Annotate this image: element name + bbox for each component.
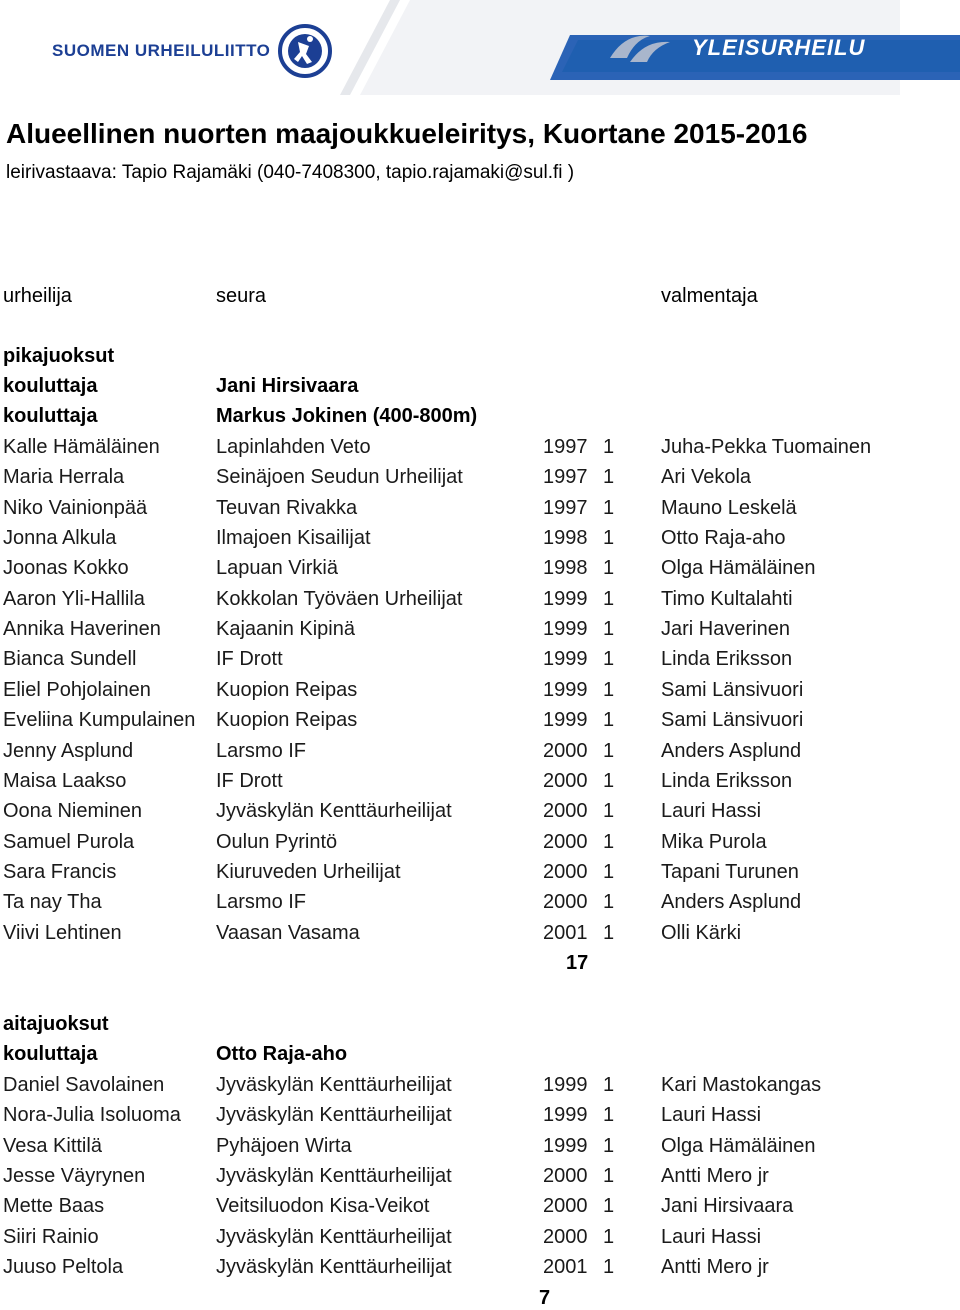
coach-name: Kari Mastokangas: [661, 1074, 822, 1096]
table-row: [0, 614, 960, 644]
table-row: [0, 766, 960, 796]
athlete-name: Daniel Savolainen: [3, 1074, 165, 1096]
coach-name: Sami Länsivuori: [661, 709, 804, 732]
birth-year: 1999: [543, 648, 588, 671]
page-title: Alueellinen nuorten maajoukkueleiritys, Kuortane 2015-2016: [6, 118, 808, 149]
coach-name: Sami Länsivuori: [661, 678, 804, 701]
athlete-name: Annika Haverinen: [3, 618, 161, 641]
count-value: 1: [603, 496, 615, 519]
club-name: Oulun Pyrintö: [216, 830, 338, 853]
yleisurheilu-swoosh-icon: [605, 28, 675, 68]
athlete-name: Jesse Väyrynen: [3, 1165, 146, 1188]
birth-year: 2000: [543, 1225, 588, 1248]
count-value: 1: [603, 1225, 615, 1248]
table-row: [0, 1131, 960, 1161]
coach-name: Linda Eriksson: [661, 769, 793, 792]
count-value: 1: [603, 1134, 615, 1157]
count-value: 1: [603, 557, 615, 580]
club-name: Vaasan Vasama: [216, 921, 360, 944]
athlete-name: Vesa Kittilä: [3, 1134, 102, 1157]
athlete-name: Juuso Peltola: [3, 1256, 124, 1279]
birth-year: 1999: [543, 618, 588, 641]
count-value: 1: [603, 739, 615, 762]
club-name: Lapuan Virkiä: [216, 557, 338, 580]
club-name: Jyväskylän Kenttäurheilijat: [216, 1225, 452, 1248]
count-value: 1: [603, 436, 615, 458]
count-value: 1: [603, 1104, 615, 1127]
coach-name: Olli Kärki: [661, 921, 742, 944]
coach-name: Juha-Pekka Tuomainen: [661, 436, 872, 458]
club-name: Kuopion Reipas: [216, 709, 358, 732]
athlete-name: Mette Baas: [3, 1195, 105, 1218]
count-value: 1: [603, 648, 615, 671]
table-row: [0, 1070, 960, 1100]
athlete-name: Siiri Rainio: [3, 1225, 99, 1248]
count-value: 1: [603, 1165, 615, 1188]
athlete-name: Oona Nieminen: [3, 800, 142, 823]
club-name: Larsmo IF: [216, 891, 307, 914]
count-value: 1: [603, 921, 615, 944]
club-name: Lapinlahden Veto: [216, 436, 371, 458]
table-row: [0, 432, 960, 462]
table-row: [0, 705, 960, 735]
birth-year: 2000: [543, 1195, 588, 1218]
table-row: [0, 857, 960, 887]
birth-year: 1998: [543, 527, 588, 550]
birth-year: 2000: [543, 739, 588, 762]
trainer-row: kouluttaja Markus Jokinen (400-800m): [3, 405, 478, 427]
column-athlete: urheilija: [3, 285, 72, 307]
club-name: Pyhäjoen Wirta: [216, 1134, 352, 1157]
athlete-name: Viivi Lehtinen: [3, 921, 122, 944]
birth-year: 1997: [543, 466, 588, 489]
club-name: Larsmo IF: [216, 739, 307, 762]
table-row: [0, 1191, 960, 1221]
count-value: 1: [603, 678, 615, 701]
coach-name: Linda Eriksson: [661, 648, 793, 671]
coach-name: Jari Haverinen: [661, 618, 790, 641]
coach-name: Olga Hämäläinen: [661, 557, 816, 580]
birth-year: 1999: [543, 678, 588, 701]
birth-year: 2000: [543, 891, 588, 914]
coach-name: Anders Asplund: [661, 891, 802, 914]
table-row: [0, 523, 960, 553]
club-name: Teuvan Rivakka: [216, 496, 358, 519]
table-row: [0, 1100, 960, 1130]
birth-year: 1999: [543, 709, 588, 732]
athlete-name: Ta nay Tha: [3, 891, 102, 914]
suomen-urheiluliitto-logo: [52, 22, 334, 80]
birth-year: 1999: [543, 1134, 588, 1157]
athlete-name: Maria Herrala: [3, 466, 125, 489]
athlete-name: Nora-Julia Isoluoma: [3, 1104, 181, 1127]
club-name: Seinäjoen Seudun Urheilijat: [216, 466, 463, 489]
trainer-row: kouluttaja Otto Raja-aho: [3, 1043, 348, 1065]
club-name: IF Drott: [216, 769, 283, 792]
coach-name: Timo Kultalahti: [661, 587, 793, 610]
birth-year: 2001: [543, 1256, 588, 1279]
table-row: [0, 827, 960, 857]
birth-year: 2000: [543, 800, 588, 823]
birth-year: 1998: [543, 557, 588, 580]
coach-name: Mauno Leskelä: [661, 496, 797, 519]
yleisurheilu-wordmark: YLEISURHEILU: [692, 35, 866, 60]
count-value: 1: [603, 466, 615, 489]
table-row: [0, 736, 960, 766]
section-total: 17: [566, 952, 589, 974]
athlete-name: Bianca Sundell: [3, 648, 137, 671]
athlete-name: Kalle Hämäläinen: [3, 436, 160, 458]
birth-year: 1999: [543, 587, 588, 610]
coach-name: Lauri Hassi: [661, 1104, 762, 1127]
club-name: Jyväskylän Kenttäurheilijat: [216, 1074, 452, 1096]
section-total: 7: [539, 1287, 551, 1309]
table-row: [0, 918, 960, 948]
table-row: [0, 644, 960, 674]
coach-name: Tapani Turunen: [661, 860, 799, 883]
club-name: Jyväskylän Kenttäurheilijat: [216, 1104, 452, 1127]
birth-year: 2000: [543, 1165, 588, 1188]
table-row: [0, 493, 960, 523]
table-row: [0, 887, 960, 917]
trainer-row: kouluttaja Jani Hirsivaara: [3, 375, 359, 397]
section-heading: pikajuoksut: [3, 345, 115, 367]
club-name: Kajaanin Kipinä: [216, 618, 355, 641]
count-value: 1: [603, 1074, 615, 1096]
count-value: 1: [603, 587, 615, 610]
coach-name: Jani Hirsivaara: [661, 1195, 794, 1218]
table-row: [0, 1252, 960, 1282]
club-name: Jyväskylän Kenttäurheilijat: [216, 1256, 452, 1279]
athlete-name: Eveliina Kumpulainen: [3, 709, 196, 732]
coach-name: Antti Mero jr: [661, 1165, 769, 1188]
coach-name: Lauri Hassi: [661, 1225, 762, 1248]
table-row: [0, 675, 960, 705]
athlete-name: Jonna Alkula: [3, 527, 117, 550]
birth-year: 1999: [543, 1104, 588, 1127]
count-value: 1: [603, 709, 615, 732]
count-value: 1: [603, 800, 615, 823]
count-value: 1: [603, 1195, 615, 1218]
section-heading: aitajuoksut: [3, 1013, 109, 1035]
club-name: Jyväskylän Kenttäurheilijat: [216, 800, 452, 823]
athlete-name: Eliel Pohjolainen: [3, 678, 151, 701]
count-value: 1: [603, 618, 615, 641]
athlete-name: Maisa Laakso: [3, 769, 127, 792]
coach-name: Ari Vekola: [661, 466, 752, 489]
column-header-row: [0, 281, 960, 311]
column-club: seura: [216, 285, 267, 307]
club-name: Veitsiluodon Kisa-Veikot: [216, 1195, 430, 1218]
birth-year: 1997: [543, 436, 588, 458]
coach-name: Otto Raja-aho: [661, 527, 786, 550]
table-row: [0, 462, 960, 492]
count-value: 1: [603, 891, 615, 914]
athlete-name: Aaron Yli-Hallila: [3, 587, 145, 610]
count-value: 1: [603, 1256, 615, 1279]
coach-name: Lauri Hassi: [661, 800, 762, 823]
athlete-name: Jenny Asplund: [3, 739, 134, 762]
birth-year: 2000: [543, 830, 588, 853]
table-row: [0, 584, 960, 614]
birth-year: 2001: [543, 921, 588, 944]
header-banner: [0, 0, 960, 95]
athlete-name: Niko Vainionpää: [3, 496, 148, 519]
athlete-name: Joonas Kokko: [3, 557, 129, 580]
coach-name: Olga Hämäläinen: [661, 1134, 816, 1157]
table-row: [0, 796, 960, 826]
column-coach: valmentaja: [661, 285, 758, 307]
club-name: Kokkolan Työväen Urheilijat: [216, 587, 463, 610]
count-value: 1: [603, 527, 615, 550]
birth-year: 1997: [543, 496, 588, 519]
table-row: [0, 1222, 960, 1252]
page-subtitle: leirivastaava: Tapio Rajamäki (040-7408300, tapio.rajamaki@sul.fi ): [6, 162, 575, 183]
birth-year: 2000: [543, 769, 588, 792]
coach-name: Anders Asplund: [661, 739, 802, 762]
athlete-name: Samuel Purola: [3, 830, 135, 853]
birth-year: 1999: [543, 1074, 588, 1096]
coach-name: Antti Mero jr: [661, 1256, 769, 1279]
table-row: [0, 553, 960, 583]
coach-name: Mika Purola: [661, 830, 767, 853]
count-value: 1: [603, 769, 615, 792]
count-value: 1: [603, 830, 615, 853]
table-row: [0, 1161, 960, 1191]
birth-year: 2000: [543, 860, 588, 883]
club-name: Kuopion Reipas: [216, 678, 358, 701]
brand-name: SUOMEN URHEILULIITTO: [52, 41, 271, 60]
club-name: Kiuruveden Urheilijat: [216, 860, 401, 883]
athlete-name: Sara Francis: [3, 860, 117, 883]
club-name: Ilmajoen Kisailijat: [216, 527, 371, 550]
club-name: Jyväskylän Kenttäurheilijat: [216, 1165, 452, 1188]
club-name: IF Drott: [216, 648, 283, 671]
count-value: 1: [603, 860, 615, 883]
